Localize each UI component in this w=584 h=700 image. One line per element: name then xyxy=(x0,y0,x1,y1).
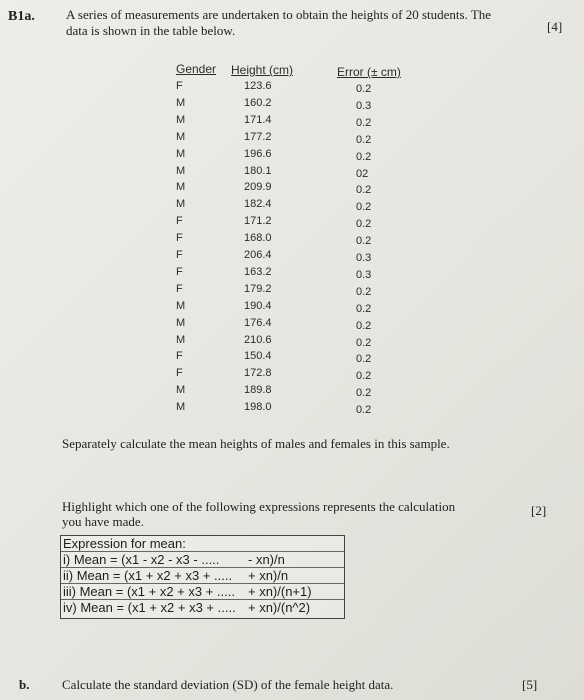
error-cell: 02 xyxy=(356,167,369,180)
mean-instruction: Separately calculate the mean heights of males and females in this sample. xyxy=(62,436,450,451)
gender-cell: F xyxy=(176,215,183,228)
part-b-marks: [5] xyxy=(522,677,538,692)
error-cell: 0.2 xyxy=(356,404,372,417)
error-cell: 0.2 xyxy=(356,353,372,366)
highlight-instruction-line1: Highlight which one of the following expressions represents the calculation xyxy=(62,499,456,514)
gender-cell: F xyxy=(176,350,183,363)
error-cell: 0.3 xyxy=(356,99,372,112)
expression-option-1-left: i) Mean = (x1 - x2 - x3 - ..... xyxy=(63,552,220,567)
expression-option-1[interactable] xyxy=(61,551,344,567)
height-cell: 179.2 xyxy=(244,282,272,295)
height-cell: 150.4 xyxy=(244,350,272,363)
height-cell: 171.4 xyxy=(244,113,272,126)
error-cell: 0.2 xyxy=(356,133,372,146)
part-b-text: Calculate the standard deviation (SD) of the female height data. xyxy=(62,677,394,692)
gender-cell: M xyxy=(176,316,186,329)
highlight-marks: [2] xyxy=(531,503,547,518)
gender-cell: F xyxy=(176,367,183,380)
gender-cell: M xyxy=(176,96,186,109)
gender-cell: M xyxy=(176,299,186,312)
error-cell: 0.2 xyxy=(356,218,372,231)
question-stem-line2: data is shown in the table below. xyxy=(66,23,236,38)
height-cell: 209.9 xyxy=(244,181,272,194)
gender-cell: M xyxy=(176,198,186,211)
expression-box xyxy=(60,535,345,619)
gender-cell: F xyxy=(176,80,183,92)
gender-cell: F xyxy=(176,265,183,278)
height-cell: 206.4 xyxy=(244,249,272,261)
error-cell: 0.2 xyxy=(356,319,372,332)
error-cell: 0.3 xyxy=(356,268,372,281)
expression-option-4-left: iv) Mean = (x1 + x2 + x3 + ..... xyxy=(63,600,236,615)
gender-cell: M xyxy=(176,384,186,397)
question-number: B1a. xyxy=(8,9,35,24)
height-cell: 123.6 xyxy=(244,80,272,92)
height-cell: 163.2 xyxy=(244,265,272,278)
expression-option-3-left: iii) Mean = (x1 + x2 + x3 + ..... xyxy=(63,584,235,599)
gender-cell: F xyxy=(176,232,183,245)
expression-option-2[interactable] xyxy=(61,567,344,583)
height-cell: 171.2 xyxy=(244,215,272,228)
height-cell: 168.0 xyxy=(244,232,272,245)
error-cell: 0.2 xyxy=(356,387,372,400)
error-cell: 0.2 xyxy=(356,83,372,95)
header-error: Error (± cm) xyxy=(337,65,401,79)
expression-option-1-right: - xn)/n xyxy=(248,552,285,567)
expression-option-2-right: + xn)/n xyxy=(248,568,289,583)
height-cell: 172.8 xyxy=(244,367,272,380)
error-cell: 0.2 xyxy=(356,150,372,163)
gender-cell: M xyxy=(176,130,186,143)
question-stem-line1: A series of measurements are undertaken to obtain the heights of 20 students. The xyxy=(66,7,492,22)
expression-option-3[interactable] xyxy=(61,583,344,599)
question-marks: [4] xyxy=(547,19,563,34)
expression-option-4[interactable] xyxy=(61,599,344,615)
gender-cell: M xyxy=(176,113,186,126)
gender-cell: F xyxy=(176,282,183,295)
height-cell: 160.2 xyxy=(244,96,272,109)
header-gender: Gender xyxy=(176,62,217,76)
error-cell: 0.3 xyxy=(356,252,372,264)
gender-cell: M xyxy=(176,147,186,160)
height-cell: 176.4 xyxy=(244,316,272,329)
expression-box-title: Expression for mean: xyxy=(63,536,186,551)
height-cell: 180.1 xyxy=(244,164,272,177)
height-cell: 210.6 xyxy=(244,333,272,346)
gender-cell: M xyxy=(176,333,186,346)
expression-option-3-right: + xn)/(n+1) xyxy=(248,584,312,599)
height-cell: 196.6 xyxy=(244,147,272,160)
height-cell: 198.0 xyxy=(244,401,272,414)
gender-cell: F xyxy=(176,249,183,261)
error-cell: 0.2 xyxy=(356,184,372,197)
part-b-label: b. xyxy=(19,677,30,692)
error-cell: 0.2 xyxy=(356,201,372,214)
gender-cell: M xyxy=(176,164,186,177)
error-cell: 0.2 xyxy=(356,235,372,248)
error-cell: 0.2 xyxy=(356,116,372,129)
gender-cell: M xyxy=(176,401,186,414)
height-cell: 190.4 xyxy=(244,299,272,312)
error-cell: 0.2 xyxy=(356,285,372,298)
header-height: Height (cm) xyxy=(231,63,294,77)
expression-option-4-right: + xn)/(n^2) xyxy=(248,600,311,615)
error-cell: 0.2 xyxy=(356,302,372,315)
error-cell: 0.2 xyxy=(356,370,372,383)
expression-option-2-left: ii) Mean = (x1 + x2 + x3 + ..... xyxy=(63,568,233,583)
height-cell: 182.4 xyxy=(244,198,272,211)
highlight-instruction-line2: you have made. xyxy=(62,514,144,529)
height-cell: 177.2 xyxy=(244,130,272,143)
height-cell: 189.8 xyxy=(244,384,272,397)
gender-cell: M xyxy=(176,181,186,194)
error-cell: 0.2 xyxy=(356,336,372,349)
